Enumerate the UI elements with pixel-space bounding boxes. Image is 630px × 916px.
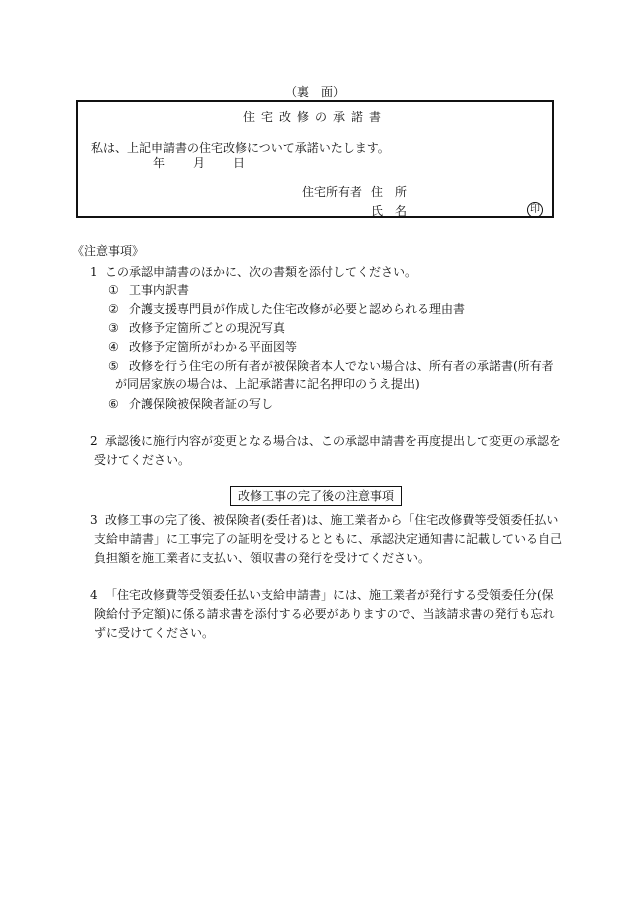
document-item-continuation: が同居家族の場合は、上記承諾書に記名押印のうえ提出) (115, 377, 420, 391)
date-line (153, 155, 245, 171)
note-3-line: 支給申請書」に工事完了の証明を受けるとともに、承認決定通知書に記載している自己 (94, 532, 563, 546)
consent-statement: 私は、上記申請書の住宅改修について承諾いたします。 (91, 141, 390, 155)
seal-mark: 印 (527, 202, 543, 218)
note-2-line: 承認後に施行内容が変更となる場合は、この承認申請書を再度提出して変更の承認を (105, 434, 562, 448)
note-1-number: 1 (90, 265, 98, 279)
document-item: 介護保険被保険者証の写し (129, 397, 274, 411)
consent-form-title: 住宅改修の承諾書 (242, 110, 387, 124)
document-item: 改修予定箇所がわかる平面図等 (129, 340, 298, 354)
note-2-line: 受けてください。 (94, 453, 191, 467)
document-marker: ③ (108, 321, 119, 335)
note-3-number: 3 (90, 513, 98, 527)
note-4-number: 4 (90, 588, 98, 602)
document-marker: ⑤ (108, 359, 119, 373)
document-item: 介護支援専門員が作成した住宅改修が必要と認められる理由書 (129, 302, 466, 316)
note-4-line: 「住宅改修費等受領委任払い支給申請書」には、施工業者が発行する受領委任分(保 (105, 588, 554, 602)
document-marker: ② (108, 302, 119, 316)
completion-notes-heading: 改修工事の完了後の注意事項 (230, 486, 402, 506)
owner-address-label: 住 所 (371, 185, 408, 199)
owner-label: 住宅所有者 (302, 185, 363, 199)
owner-name-label: 氏 名 (371, 204, 408, 218)
consent-form-box (76, 100, 554, 218)
note-1-text: この承認申請書のほかに、次の書類を添付してください。 (105, 265, 418, 279)
note-3-line: 負担額を施工業者に支払い、領収書の発行を受けてください。 (94, 551, 431, 565)
notes-heading: 《注意事項》 (72, 244, 145, 258)
page-title: （裏 面） (284, 85, 345, 99)
note-4-line: 険給付予定額)に係る請求書を添付する必要がありますので、当該請求書の発行も忘れ (94, 607, 555, 621)
document-marker: ① (108, 283, 119, 297)
note-3-line: 改修工事の完了後、被保険者(委任者)は、施工業者から「住宅改修費等受領委任払い (105, 513, 559, 527)
document-item: 改修予定箇所ごとの現況写真 (129, 321, 286, 335)
date-year-label: 年 (153, 156, 166, 170)
document-marker: ④ (108, 340, 119, 354)
date-month-label: 月 (193, 156, 206, 170)
document-item: 改修を行う住宅の所有者が被保険者本人でない場合は、所有者の承諾書(所有者 (129, 359, 554, 373)
document-marker: ⑥ (108, 397, 119, 411)
note-2-number: 2 (90, 434, 98, 448)
date-day-label: 日 (233, 156, 246, 170)
document-item: 工事内訳書 (129, 283, 190, 297)
note-4-line: ずに受けてください。 (94, 626, 215, 640)
